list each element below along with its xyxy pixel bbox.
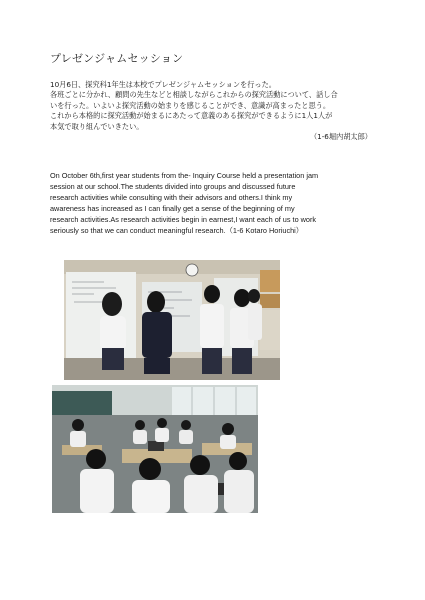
photo-students-at-whiteboard-illustration: [64, 260, 280, 380]
photo-classroom-discussion-illustration: [52, 385, 258, 513]
en-line: research activities while consulting with their advisors and others.I think my: [50, 193, 293, 202]
en-line: seriously so that we can conduct meaningful research.（1-6 Kotaro Horiuchi）: [50, 226, 304, 235]
japanese-paragraph: [50, 80, 372, 142]
jp-line: 10月6日、探究科1年生は本校でプレゼンジャムセッションを行った。: [50, 80, 276, 89]
jp-line: 本気で取り組んでいきたい。: [50, 121, 144, 131]
en-line: awareness has increased as I can finally get a sense of the beginning of my: [50, 204, 295, 213]
photo-students-at-whiteboard: [64, 260, 280, 380]
jp-line: 各班ごとに分かれ、顧問の先生などと相談しながらこれからの探究活動について、話し合: [50, 90, 338, 100]
page-title: プレゼンジャムセッション: [50, 52, 184, 65]
jp-line: これから本格的に探究活動が始まるにあたって意義のある探究ができるように1人1人が: [50, 111, 333, 121]
jp-line: いを行った。いよいよ探究活動の始まりを感じることができ、意識が高まったと思う。: [50, 100, 331, 110]
jp-signature: （1-6堀内胡太郎）: [309, 132, 372, 142]
en-line: session at our school.The students divided into groups and discussed future: [50, 182, 296, 191]
photo-classroom-discussion: [52, 385, 258, 513]
english-paragraph: [50, 170, 375, 236]
en-line: On October 6th,first year students from the- Inquiry Course held a presentation jam: [50, 171, 319, 180]
en-line: research activities.As research activities begin in earnest,I want each of us to work: [50, 215, 317, 224]
